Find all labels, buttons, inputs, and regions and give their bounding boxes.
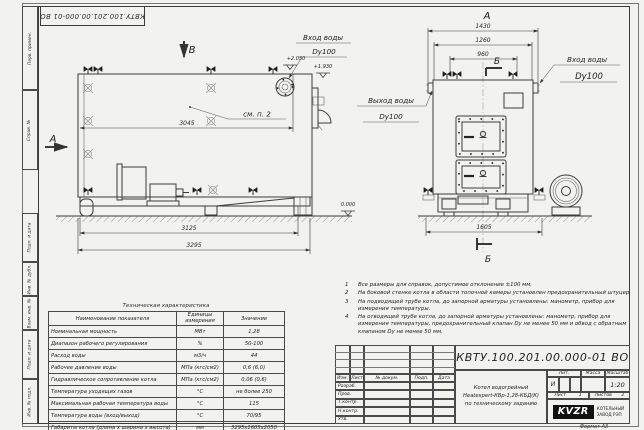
svg-text:1260: 1260 xyxy=(475,37,491,44)
rear-smokebox xyxy=(312,88,331,130)
spec-row: Диапазон рабочего регулирования % 50-100 xyxy=(49,338,285,350)
tb-col-ndokum: № докум. xyxy=(364,374,410,382)
boiler-body-side xyxy=(78,74,312,197)
view-label-B: В xyxy=(188,45,196,56)
margin-cell-inv-podl: Инв. № подл. xyxy=(22,379,38,424)
margin-cell-perv-primen: Перв. примен. xyxy=(22,6,38,90)
svg-text:3125: 3125 xyxy=(181,225,197,232)
spec-row: Расход воды м3/ч 44 xyxy=(49,350,285,362)
front-inlet-label xyxy=(540,55,620,83)
note-1: 1 Все размеры для справок, допустимое отклонение ±100 мм. xyxy=(345,282,533,288)
tb-mass-label: Масса xyxy=(581,370,605,377)
view-arrow-A: А xyxy=(49,134,57,145)
elevation-1930 xyxy=(314,64,333,78)
svg-text:960: 960 xyxy=(477,51,489,58)
svg-text:3045: 3045 xyxy=(179,120,195,127)
tb-col-izm: Изм. xyxy=(335,374,350,382)
tb-sheets-cell: Листов 2 xyxy=(589,392,630,399)
tb-scale-label: Масштаб xyxy=(606,371,629,376)
tb-scale-value: 1:20 xyxy=(605,377,630,392)
spec-row: Температура воды (вход/выход) °С 70/95 xyxy=(49,410,285,422)
tb-product-name: Котел водогрейный Heatexpert-КВр-1,28-КБД(К) по техническому заданию xyxy=(455,370,547,424)
spec-header-row: Наименование показателя Единицы измерения Значение xyxy=(49,312,285,326)
svg-text:+1.930: +1.930 xyxy=(313,64,333,70)
notes-list xyxy=(345,282,637,337)
note-4: 4 На отводящей трубе котла, до запорной арматуры установлены: манометр, прибор для измерения температуры, предохранительный клапан Dу не менее 50 мм и обвод с обратным клапаном Dу не менее 50 мм. xyxy=(345,314,627,335)
tb-row-tkontr: Т.контр. xyxy=(335,399,364,407)
spec-table-block xyxy=(48,303,284,430)
spec-table xyxy=(48,311,285,430)
burner-assembly xyxy=(117,164,189,206)
boiler-drawing xyxy=(38,6,630,302)
note-2: 2 На боковой стенке котла в области топочной камеры установлен предохранительный штуцер xyxy=(345,290,630,297)
spec-row: Гидравлическое сопротивление котла МПа (кгс/см2) 0,06 (0,6) xyxy=(49,374,285,386)
control-panel-plate xyxy=(504,93,523,108)
kvzr-logo-subtitle: КОТЕЛЬНЫЙ ЗАВОД РЭП xyxy=(596,406,625,417)
tb-col-list: Лист xyxy=(351,375,363,381)
margin-cell-podp-data-2: Подп. и дата xyxy=(22,330,38,379)
callout-see-note-2 xyxy=(189,106,286,119)
tb-sheet-cell: Лист 1 xyxy=(547,392,589,399)
view-label-A-top: А xyxy=(483,11,491,22)
svg-text:Б: Б xyxy=(484,255,492,265)
margin-cell-vzam-inv: Взам. инв. № xyxy=(22,296,38,330)
svg-text:1605: 1605 xyxy=(476,224,492,231)
elevation-2050 xyxy=(283,56,305,70)
svg-text:0.000: 0.000 xyxy=(340,202,356,208)
svg-text:1430: 1430 xyxy=(475,23,491,30)
tb-col-data: Дата xyxy=(433,374,455,382)
ground-line-front xyxy=(418,216,592,222)
section-mark-B-top xyxy=(486,57,502,76)
tb-doc-number: КВТУ.100.201.00.000-01 ВО xyxy=(455,345,630,370)
title-block xyxy=(335,345,630,424)
spec-row: Габариты котла (длина х ширина х высота) мм 3295х1605х2050 xyxy=(49,422,285,430)
tb-lit-value: И xyxy=(547,377,559,392)
svg-text:3295: 3295 xyxy=(186,242,202,249)
doc-number-rotated: КВТУ.100.201.00.000-01 ВО xyxy=(40,12,145,20)
svg-text:Dy100: Dy100 xyxy=(312,47,336,56)
tb-logo-cell xyxy=(547,399,630,424)
spec-row: Максимальная рабочая температура воды °С 115 xyxy=(49,398,285,410)
margin-cell-inv-dubl: Инв. № дубл. xyxy=(22,262,38,296)
section-mark-B-bottom xyxy=(477,238,492,265)
inlet-flange-right xyxy=(533,83,540,93)
margin-cell-podp-data-1: Подп. и дата xyxy=(22,213,38,262)
kvzr-logo: KVZR xyxy=(553,405,594,419)
tb-col-podp: Подп. xyxy=(410,374,433,382)
svg-text:Б: Б xyxy=(493,57,501,67)
tb-row-nkontr: Н.контр. xyxy=(335,407,364,415)
elevation-zero xyxy=(341,202,355,216)
side-view xyxy=(45,33,352,254)
spec-row: Температура уходящих газов °С не более 250 xyxy=(49,386,285,398)
spec-row: Номинальная мощность МВт 1,28 xyxy=(49,326,285,338)
tb-row-prov: Пров. xyxy=(335,390,364,398)
upper-door xyxy=(456,116,506,157)
water-inlet-flange xyxy=(276,78,294,96)
ground-line-side xyxy=(56,216,352,222)
drain-valve-left xyxy=(423,187,434,200)
svg-text:+2.050: +2.050 xyxy=(286,56,306,62)
format-label: Формат А3 xyxy=(579,423,609,430)
front-outlet-label xyxy=(357,91,432,122)
skid-frame xyxy=(80,197,312,216)
svg-text:Вход воды: Вход воды xyxy=(302,33,344,42)
svg-text:Вход воды: Вход воды xyxy=(566,55,608,64)
dim-3045 xyxy=(80,74,293,132)
tb-row-utv: Утв. xyxy=(335,416,364,424)
svg-text:Dy100: Dy100 xyxy=(575,72,603,82)
note-3: 3 На подводящей трубе котла, до запорной арматуры установлены: манометр, прибор для измерения температуры. xyxy=(345,298,615,312)
margin-cell-sprav-n: Справ. № xyxy=(22,90,38,170)
drain-valve-right xyxy=(534,187,545,200)
front-view xyxy=(341,11,620,265)
tb-lit-label: Лит. xyxy=(547,370,581,377)
fan-blower xyxy=(550,175,582,215)
spec-table-title: Техническая характеристика xyxy=(122,303,210,309)
dim-3295 xyxy=(78,218,310,254)
spec-row: Рабочее давление воды МПа (кгс/см2) 0,6 (6,0) xyxy=(49,362,285,374)
svg-text:Выход воды: Выход воды xyxy=(368,96,414,105)
svg-text:Dy100: Dy100 xyxy=(379,112,403,121)
svg-text:см. п. 2: см. п. 2 xyxy=(243,109,271,119)
lower-door xyxy=(456,160,506,194)
dim-960 xyxy=(450,51,517,72)
tb-row-razrab: Разраб. xyxy=(335,382,364,390)
